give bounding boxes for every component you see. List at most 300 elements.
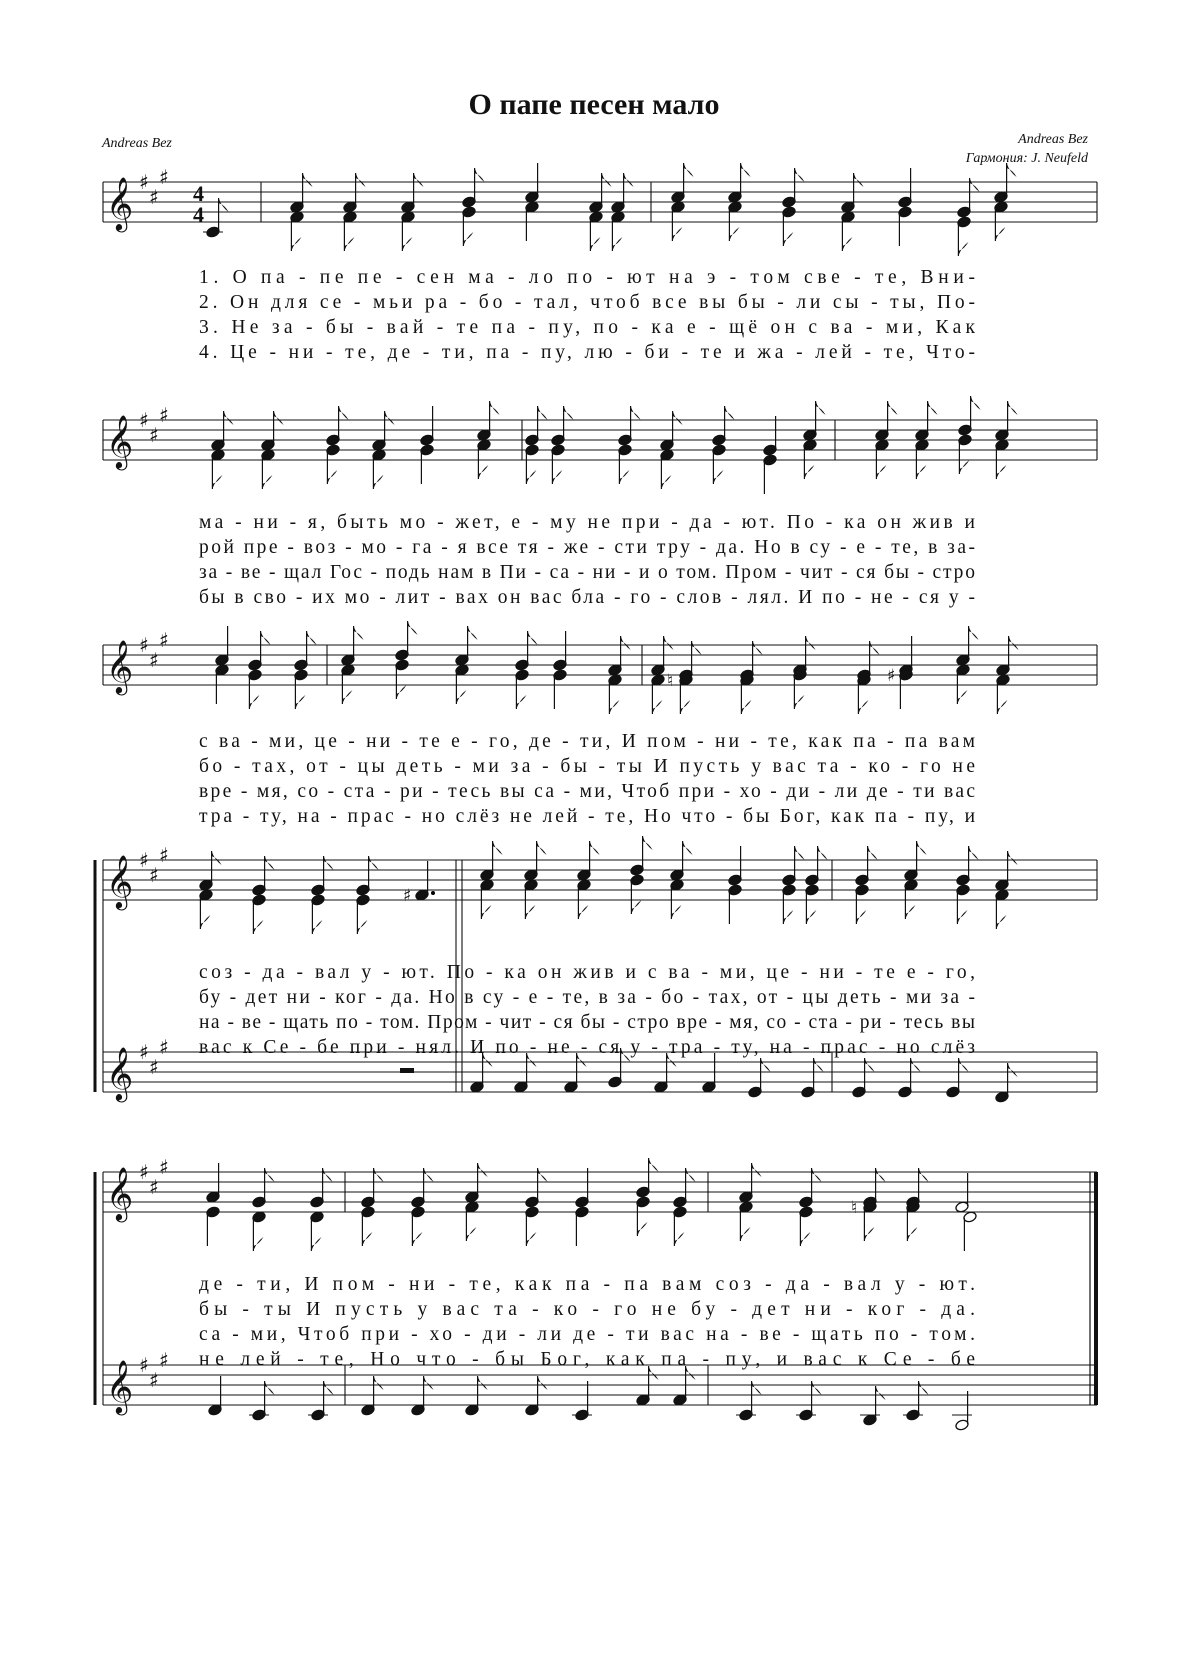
lyric-line: за - ве - щал Гос - подь нам в Пи - са - ни - и о том. Пром - чит - ся бы - стро [199, 562, 975, 583]
alto-note [343, 211, 358, 251]
alto-note [525, 444, 540, 484]
note-flag [928, 401, 938, 415]
lower-note [308, 1381, 334, 1421]
note-flag [212, 475, 222, 489]
soprano-note [477, 401, 500, 441]
alto-note [994, 201, 1009, 241]
system-1-staff [103, 165, 1097, 232]
natural-icon: ♮ [667, 671, 674, 691]
note-flag [624, 173, 634, 187]
key-sharp-icon: ♯ [159, 628, 169, 652]
note-flag [957, 690, 967, 704]
alto-note [857, 674, 872, 714]
lower-note [995, 1063, 1018, 1103]
key-sharp-icon: ♯ [149, 863, 159, 887]
soprano-note [206, 1163, 221, 1203]
soprano-note [211, 411, 234, 451]
system-4-upper-staff [103, 843, 1097, 910]
note-flag [957, 910, 967, 924]
note-flag [842, 237, 852, 251]
note-flag [324, 1381, 334, 1395]
pickup-note [203, 198, 229, 238]
key-sharp-icon: ♯ [149, 423, 159, 447]
alto-note [995, 889, 1010, 929]
lyric-line: соз - да - вал у - ют. По - ка он жив и с ва - ми, це - ни - те е - го, [199, 962, 975, 983]
note-flag [385, 411, 395, 425]
alto-note [875, 439, 890, 479]
alto-note [525, 1206, 540, 1246]
note-flag [224, 411, 234, 425]
note-flag [408, 621, 418, 635]
alto-note [712, 444, 727, 484]
lyric-line: вас к Се - бе при - нял. И по - не - ся у - тра - ту, на - прас - но слёз [199, 1037, 975, 1058]
soprano-note [904, 841, 927, 881]
alto-note [310, 1211, 325, 1251]
lyric-line: не лей - те, Но что - бы Бог, как па - пу, и вас к Се - бе [199, 1349, 976, 1370]
note-flag [396, 685, 406, 699]
note-flag [602, 173, 612, 187]
alto-note [401, 211, 416, 251]
note-flag [552, 470, 562, 484]
note-flag [526, 1232, 536, 1246]
note-flag [525, 905, 535, 919]
note-flag [538, 1168, 548, 1182]
lower-note [673, 1366, 696, 1406]
natural-icon: ♮ [851, 1198, 858, 1218]
note-flag [876, 1168, 886, 1182]
soprano-note [341, 626, 364, 666]
soprano-note [611, 173, 634, 213]
key-sharp-icon: ♯ [139, 1353, 149, 1377]
soprano-note [739, 1163, 762, 1203]
note-flag [692, 641, 702, 655]
note-flag [609, 700, 619, 714]
alto-note [728, 201, 743, 241]
note-flag [876, 1386, 886, 1400]
final-lower-half-note [952, 1391, 972, 1431]
sharp-icon: ♯ [403, 886, 412, 906]
alto-note [803, 439, 818, 479]
soprano-note [996, 636, 1019, 676]
note-flag [996, 465, 1006, 479]
note-flag [303, 173, 313, 187]
alto-note [361, 1206, 376, 1246]
note-flag [818, 846, 828, 860]
soprano-note [995, 401, 1018, 441]
note-flag [854, 173, 864, 187]
note-flag [219, 198, 229, 212]
soprano-note [589, 173, 612, 213]
note-flag [619, 470, 629, 484]
note-flag [516, 695, 526, 709]
note-flag [783, 910, 793, 924]
lower-note [572, 1381, 592, 1421]
soprano-note [524, 841, 547, 881]
lyric-line: 1. О па - пе пе - сен ма - ло по - ют на э - том све - те, Вни- [199, 267, 975, 288]
lyric-line: тра - ту, на - прас - но слёз не лей - те, Но что - бы Бог, как па - пу, и [199, 806, 976, 827]
note-flag [1008, 401, 1018, 415]
lyricist-credit: Andreas Bez [102, 136, 172, 151]
final-soprano-half-note [955, 1173, 970, 1213]
lower-note [465, 1376, 488, 1416]
note-flag [478, 1376, 488, 1390]
note-flag [528, 631, 538, 645]
alto-note [805, 884, 820, 924]
alto-note [261, 449, 276, 489]
alto-note [670, 879, 685, 919]
note-flag [291, 237, 301, 251]
alto-note [608, 674, 623, 714]
alto-note [958, 434, 973, 474]
note-flag [761, 1058, 771, 1072]
note-flag [916, 465, 926, 479]
lyrics-system-4 [199, 962, 975, 1058]
harmony-credit: Гармония: J. Neufeld [965, 151, 1088, 166]
note-flag [564, 406, 574, 420]
note-flag [621, 636, 631, 650]
lower-note [411, 1376, 434, 1416]
note-flag [1007, 163, 1017, 177]
soprano-note [660, 411, 683, 451]
note-flag [919, 1168, 929, 1182]
soprano-note [803, 401, 826, 441]
note-flag [684, 163, 694, 177]
alto-note [290, 211, 305, 251]
alto-note [577, 879, 592, 919]
alto-note [372, 449, 387, 489]
alto-note [480, 879, 495, 919]
note-flag [870, 641, 880, 655]
lower-note [736, 1381, 762, 1421]
note-flag [804, 465, 814, 479]
note-flag [253, 1237, 263, 1251]
lower-note [860, 1386, 886, 1426]
note-flag [261, 631, 271, 645]
note-flag [357, 920, 367, 934]
treble-clef-icon: 𝄞 [106, 176, 134, 230]
final-alto-half-note [963, 1211, 978, 1251]
key-sharp-icon: ♯ [139, 633, 149, 657]
note-flag [590, 841, 600, 855]
alto-note [341, 664, 356, 704]
soprano-note [994, 163, 1017, 203]
alto-note [477, 439, 492, 479]
system-2-staff [103, 403, 1097, 470]
treble-clef-icon: 𝄞 [106, 1359, 134, 1413]
alto-note [553, 669, 568, 709]
lyric-line: на - ве - щать по - том. Пром - чит - ся бы - стро вре - мя, со - ста - ри - тесь вы [199, 1012, 975, 1033]
note-flag [344, 237, 354, 251]
alto-note [420, 444, 435, 484]
alto-note [995, 439, 1010, 479]
alto-note [551, 444, 566, 484]
system-5-upper-staff [103, 1155, 1097, 1222]
alto-note [589, 211, 604, 251]
note-flag [612, 237, 622, 251]
soprano-note [728, 163, 751, 203]
key-sharp-icon: ♯ [139, 1160, 149, 1184]
note-flag [917, 841, 927, 855]
note-flag [996, 915, 1006, 929]
note-flag [672, 227, 682, 241]
alto-note [898, 206, 913, 246]
soprano-note [465, 1163, 488, 1203]
time-signature-denominator: 4 [193, 202, 204, 227]
note-flag [374, 1376, 384, 1390]
soprano-note [372, 411, 395, 451]
lyric-line: де - ти, И пом - ни - те, как па - па вам соз - да - вал у - ют. [199, 1274, 976, 1295]
note-flag [1009, 636, 1019, 650]
note-flag [812, 1381, 822, 1395]
note-flag [424, 1376, 434, 1390]
lower-note [514, 1053, 537, 1093]
note-flag [794, 695, 804, 709]
treble-clef-icon: 𝄞 [106, 1046, 134, 1100]
note-flag [490, 401, 500, 415]
lyrics-system-5 [199, 1274, 975, 1370]
lower-note [564, 1053, 587, 1093]
key-sharp-icon: ♯ [149, 1175, 159, 1199]
key-sharp-icon: ♯ [159, 403, 169, 427]
alto-note [199, 889, 214, 929]
alto-note [611, 211, 626, 251]
alto-note [465, 1201, 480, 1241]
alto-note [211, 449, 226, 489]
alto-note [740, 674, 755, 714]
note-flag [959, 1058, 969, 1072]
note-flag [493, 841, 503, 855]
treble-clef-icon: 𝄞 [106, 414, 134, 468]
soprano-note [577, 841, 600, 881]
lyric-line: вре - мя, со - ста - ри - тесь вы са - ми, Чтоб при - хо - ди - ли де - ти вас [199, 781, 975, 802]
note-flag [729, 227, 739, 241]
key-sharp-icon: ♯ [159, 1348, 169, 1372]
note-flag [888, 401, 898, 415]
note-flag [752, 1163, 762, 1177]
note-flag [725, 406, 735, 420]
note-flag [324, 856, 334, 870]
note-flag [868, 846, 878, 860]
note-flag [362, 1232, 372, 1246]
key-sharp-icon: ♯ [139, 848, 149, 872]
note-flag [456, 690, 466, 704]
alto-note [411, 1206, 426, 1246]
note-flag [327, 470, 337, 484]
treble-clef-icon: 𝄞 [106, 639, 134, 693]
note-flag [865, 1058, 875, 1072]
note-flag [578, 905, 588, 919]
note-flag [537, 841, 547, 855]
key-sharp-icon: ♯ [159, 843, 169, 867]
soprano-note [261, 411, 284, 451]
note-flag [683, 841, 693, 855]
note-flag [686, 1168, 696, 1182]
alto-note [782, 206, 797, 246]
alto-note [799, 1206, 814, 1246]
soprano-note [915, 401, 938, 441]
lyric-line: рой пре - воз - мо - га - я все тя - же - сти тру - да. Но в су - е - те, в за- [199, 537, 975, 558]
note-flag [538, 1376, 548, 1390]
alto-note [956, 884, 971, 924]
note-flag [414, 173, 424, 187]
soprano-note [215, 626, 230, 666]
alto-note [618, 444, 633, 484]
note-flag [741, 700, 751, 714]
lyric-line: с ва - ми, це - ни - те е - го, де - ти, И пом - ни - те, как па - па вам [199, 731, 975, 752]
composer-credit: Andreas Bez [1018, 132, 1088, 147]
note-flag [671, 905, 681, 919]
alto-note [957, 216, 972, 256]
alto-note [793, 669, 808, 709]
note-flag [374, 1168, 384, 1182]
note-flag [753, 641, 763, 655]
lower-note [796, 1381, 822, 1421]
soprano-note [420, 406, 435, 446]
note-flag [475, 168, 485, 182]
note-flag [369, 856, 379, 870]
note-flag [783, 232, 793, 246]
alto-note [660, 449, 675, 489]
note-flag [970, 178, 980, 192]
alto-note [515, 669, 530, 709]
note-dot [431, 891, 435, 895]
note-flag [674, 1232, 684, 1246]
lyric-line: 4. Це - ни - те, де - ти, па - пу, лю - би - те и жа - лей - те, Что- [199, 342, 975, 363]
note-flag [373, 475, 383, 489]
soprano-note [841, 173, 864, 213]
note-flag [812, 1168, 822, 1182]
alto-note [739, 1201, 754, 1241]
alto-note [782, 884, 797, 924]
alto-note [356, 894, 371, 934]
lyric-line: 3. Не за - бы - вай - те па - пу, по - ка е - щё он с ва - ми, Как [199, 317, 976, 338]
lower-note [702, 1053, 717, 1093]
lyric-line: бы в сво - их мо - лит - вах он вас бла - го - слов - лял. И по - не - ся у - [199, 587, 975, 608]
song-title: О папе песен мало [468, 88, 720, 121]
note-flag [997, 700, 1007, 714]
soprano-note [401, 173, 424, 213]
note-flag [876, 465, 886, 479]
alto-note [252, 894, 267, 934]
note-flag [637, 1222, 647, 1236]
note-flag [795, 168, 805, 182]
note-flag [816, 401, 826, 415]
lower-note [249, 1381, 275, 1421]
soprano-note [525, 163, 540, 203]
treble-clef-icon: 𝄞 [106, 1166, 134, 1220]
note-flag [478, 1163, 488, 1177]
alto-note [763, 454, 778, 494]
note-flag [911, 1058, 921, 1072]
soprano-note [199, 851, 222, 891]
lyric-line: бо - тах, от - цы деть - ми за - бы - ты И пусть у вас та - ко - го не [199, 756, 976, 777]
note-flag [538, 406, 548, 420]
note-flag [958, 242, 968, 256]
alto-note [915, 439, 930, 479]
note-flag [262, 475, 272, 489]
note-flag [274, 411, 284, 425]
note-flag [652, 700, 662, 714]
note-flag [643, 836, 653, 850]
note-flag [858, 700, 868, 714]
note-flag [478, 465, 488, 479]
lower-note [654, 1053, 677, 1093]
note-flag [680, 700, 690, 714]
note-flag [971, 396, 981, 410]
note-flag [1008, 851, 1018, 865]
note-flag [354, 626, 364, 640]
alto-note [326, 444, 341, 484]
lower-note [636, 1366, 659, 1406]
note-flag [1008, 1063, 1018, 1077]
alto-note [904, 879, 919, 919]
lyric-line: 2. Он для се - мьи ра - бо - тал, чтоб все вы бы - ли сы - ты, По- [199, 292, 976, 313]
lyrics-system-1 [199, 267, 976, 363]
note-flag [295, 695, 305, 709]
key-sharp-icon: ♯ [139, 408, 149, 432]
whole-rest-icon [400, 1068, 414, 1073]
note-flag [864, 1227, 874, 1241]
note-flag [463, 232, 473, 246]
note-flag [631, 406, 641, 420]
lyric-line: са - ми, Чтоб при - хо - ди - ли де - ти вас на - ве - щать по - том. [199, 1324, 975, 1345]
note-flag [795, 846, 805, 860]
note-flag [806, 910, 816, 924]
note-flag [265, 1381, 275, 1395]
note-flag [905, 905, 915, 919]
note-flag [265, 856, 275, 870]
soprano-note [875, 401, 898, 441]
soprano-note [763, 416, 778, 456]
key-sharp-icon: ♯ [149, 1055, 159, 1079]
lyrics-system-3 [199, 731, 975, 827]
note-flag [526, 470, 536, 484]
note-flag [969, 626, 979, 640]
alto-note [294, 669, 309, 709]
soprano-note [575, 1168, 590, 1208]
note-flag [311, 1237, 321, 1251]
note-flag [806, 636, 816, 650]
note-flag [312, 920, 322, 934]
alto-note [996, 674, 1011, 714]
key-sharp-icon: ♯ [139, 1040, 149, 1064]
soprano-note [553, 631, 568, 671]
alto-note [841, 211, 856, 251]
treble-clef-icon: 𝄞 [106, 854, 134, 908]
alto-note [673, 1206, 688, 1246]
alto-note [906, 1201, 921, 1241]
note-flag [468, 626, 478, 640]
note-flag [339, 406, 349, 420]
alto-note [630, 874, 645, 914]
note-flag [481, 905, 491, 919]
note-flag [713, 470, 723, 484]
alto-note [252, 1211, 267, 1251]
time-signature-numerator: 4 [193, 181, 204, 206]
note-flag [253, 920, 263, 934]
lyrics-system-2 [199, 512, 975, 608]
soprano-note [480, 841, 503, 881]
note-flag [249, 695, 259, 709]
key-sharp-icon: ♯ [159, 1155, 169, 1179]
alto-note [525, 201, 540, 241]
key-sharp-icon: ♯ [149, 185, 159, 209]
key-sharp-icon: ♯ [139, 170, 149, 194]
lyric-line: бы - ты И пусть у вас та - ко - го не бу - дет ни - ког - да. [199, 1299, 976, 1320]
note-flag [466, 1227, 476, 1241]
soprano-note [995, 851, 1018, 891]
note-flag [856, 910, 866, 924]
